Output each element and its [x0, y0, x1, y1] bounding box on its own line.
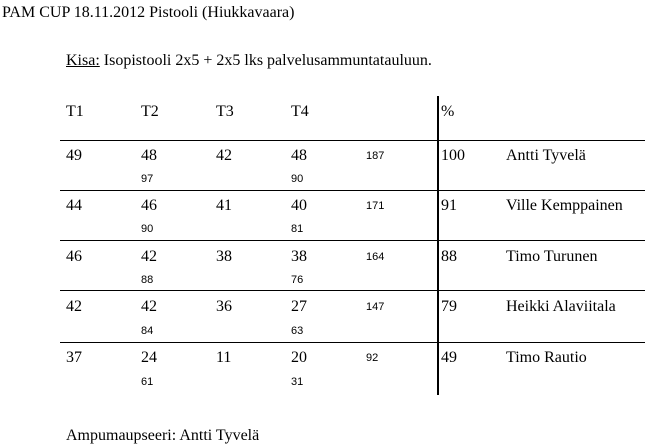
header-t2: T2 — [141, 103, 159, 120]
subtotal-t3-t4: 76 — [291, 274, 304, 286]
subtotal-t3-t4: 90 — [291, 173, 304, 185]
subtotal-t3-t4: 81 — [291, 223, 304, 235]
score-t2: 42 — [141, 298, 157, 315]
subtotal-t3-t4: 63 — [291, 325, 304, 337]
row-divider — [60, 190, 645, 191]
score-t1: 46 — [66, 248, 82, 265]
score-t2: 42 — [141, 248, 157, 265]
range-officer: Ampumaupseeri: Antti Tyvelä — [66, 427, 260, 444]
score-t4: 48 — [291, 147, 307, 164]
subtotal-t1-t2: 90 — [141, 223, 154, 235]
shooter-name: Antti Tyvelä — [506, 147, 586, 164]
total-score: 92 — [366, 352, 379, 364]
shooter-name: Heikki Alaviitala — [506, 298, 616, 315]
subtotal-t1-t2: 61 — [141, 376, 154, 388]
shooter-name: Timo Turunen — [506, 248, 598, 265]
competition-description: Isopistooli 2x5 + 2x5 lks palvelusammuntatauluun. — [99, 52, 432, 69]
score-t2: 46 — [141, 197, 157, 214]
subtotal-t3-t4: 31 — [291, 376, 304, 388]
score-t2: 24 — [141, 349, 157, 366]
percent-value: 79 — [441, 298, 457, 315]
column-divider — [437, 96, 439, 395]
score-t3: 42 — [216, 147, 232, 164]
header-t1: T1 — [66, 103, 84, 120]
subtotal-t1-t2: 88 — [141, 274, 154, 286]
header-t3: T3 — [216, 103, 234, 120]
score-t1: 44 — [66, 197, 82, 214]
score-t4: 20 — [291, 349, 307, 366]
score-t3: 38 — [216, 248, 232, 265]
score-t4: 38 — [291, 248, 307, 265]
subtotal-t1-t2: 84 — [141, 325, 154, 337]
score-t3: 41 — [216, 197, 232, 214]
score-t1: 49 — [66, 147, 82, 164]
percent-value: 100 — [441, 147, 465, 164]
competition-line — [66, 52, 432, 70]
row-divider — [60, 290, 645, 291]
competition-label: Kisa: — [66, 52, 100, 69]
total-score: 171 — [366, 200, 385, 212]
shooter-name: Timo Rautio — [506, 349, 587, 366]
row-divider — [60, 240, 645, 241]
percent-value: 88 — [441, 248, 457, 265]
subtotal-t1-t2: 97 — [141, 173, 154, 185]
row-divider — [60, 140, 645, 141]
total-score: 164 — [366, 251, 385, 263]
score-t1: 37 — [66, 349, 82, 366]
score-t3: 36 — [216, 298, 232, 315]
total-score: 187 — [366, 150, 385, 162]
row-divider — [60, 342, 645, 343]
score-t3: 11 — [216, 349, 232, 366]
score-t4: 27 — [291, 298, 307, 315]
score-t4: 40 — [291, 197, 307, 214]
score-t2: 48 — [141, 147, 157, 164]
percent-value: 91 — [441, 197, 457, 214]
header-percent: % — [441, 103, 455, 120]
score-t1: 42 — [66, 298, 82, 315]
shooter-name: Ville Kemppainen — [506, 197, 623, 214]
page-title: PAM CUP 18.11.2012 Pistooli (Hiukkavaara) — [2, 4, 295, 21]
total-score: 147 — [366, 301, 385, 313]
percent-value: 49 — [441, 349, 457, 366]
header-t4: T4 — [291, 103, 309, 120]
